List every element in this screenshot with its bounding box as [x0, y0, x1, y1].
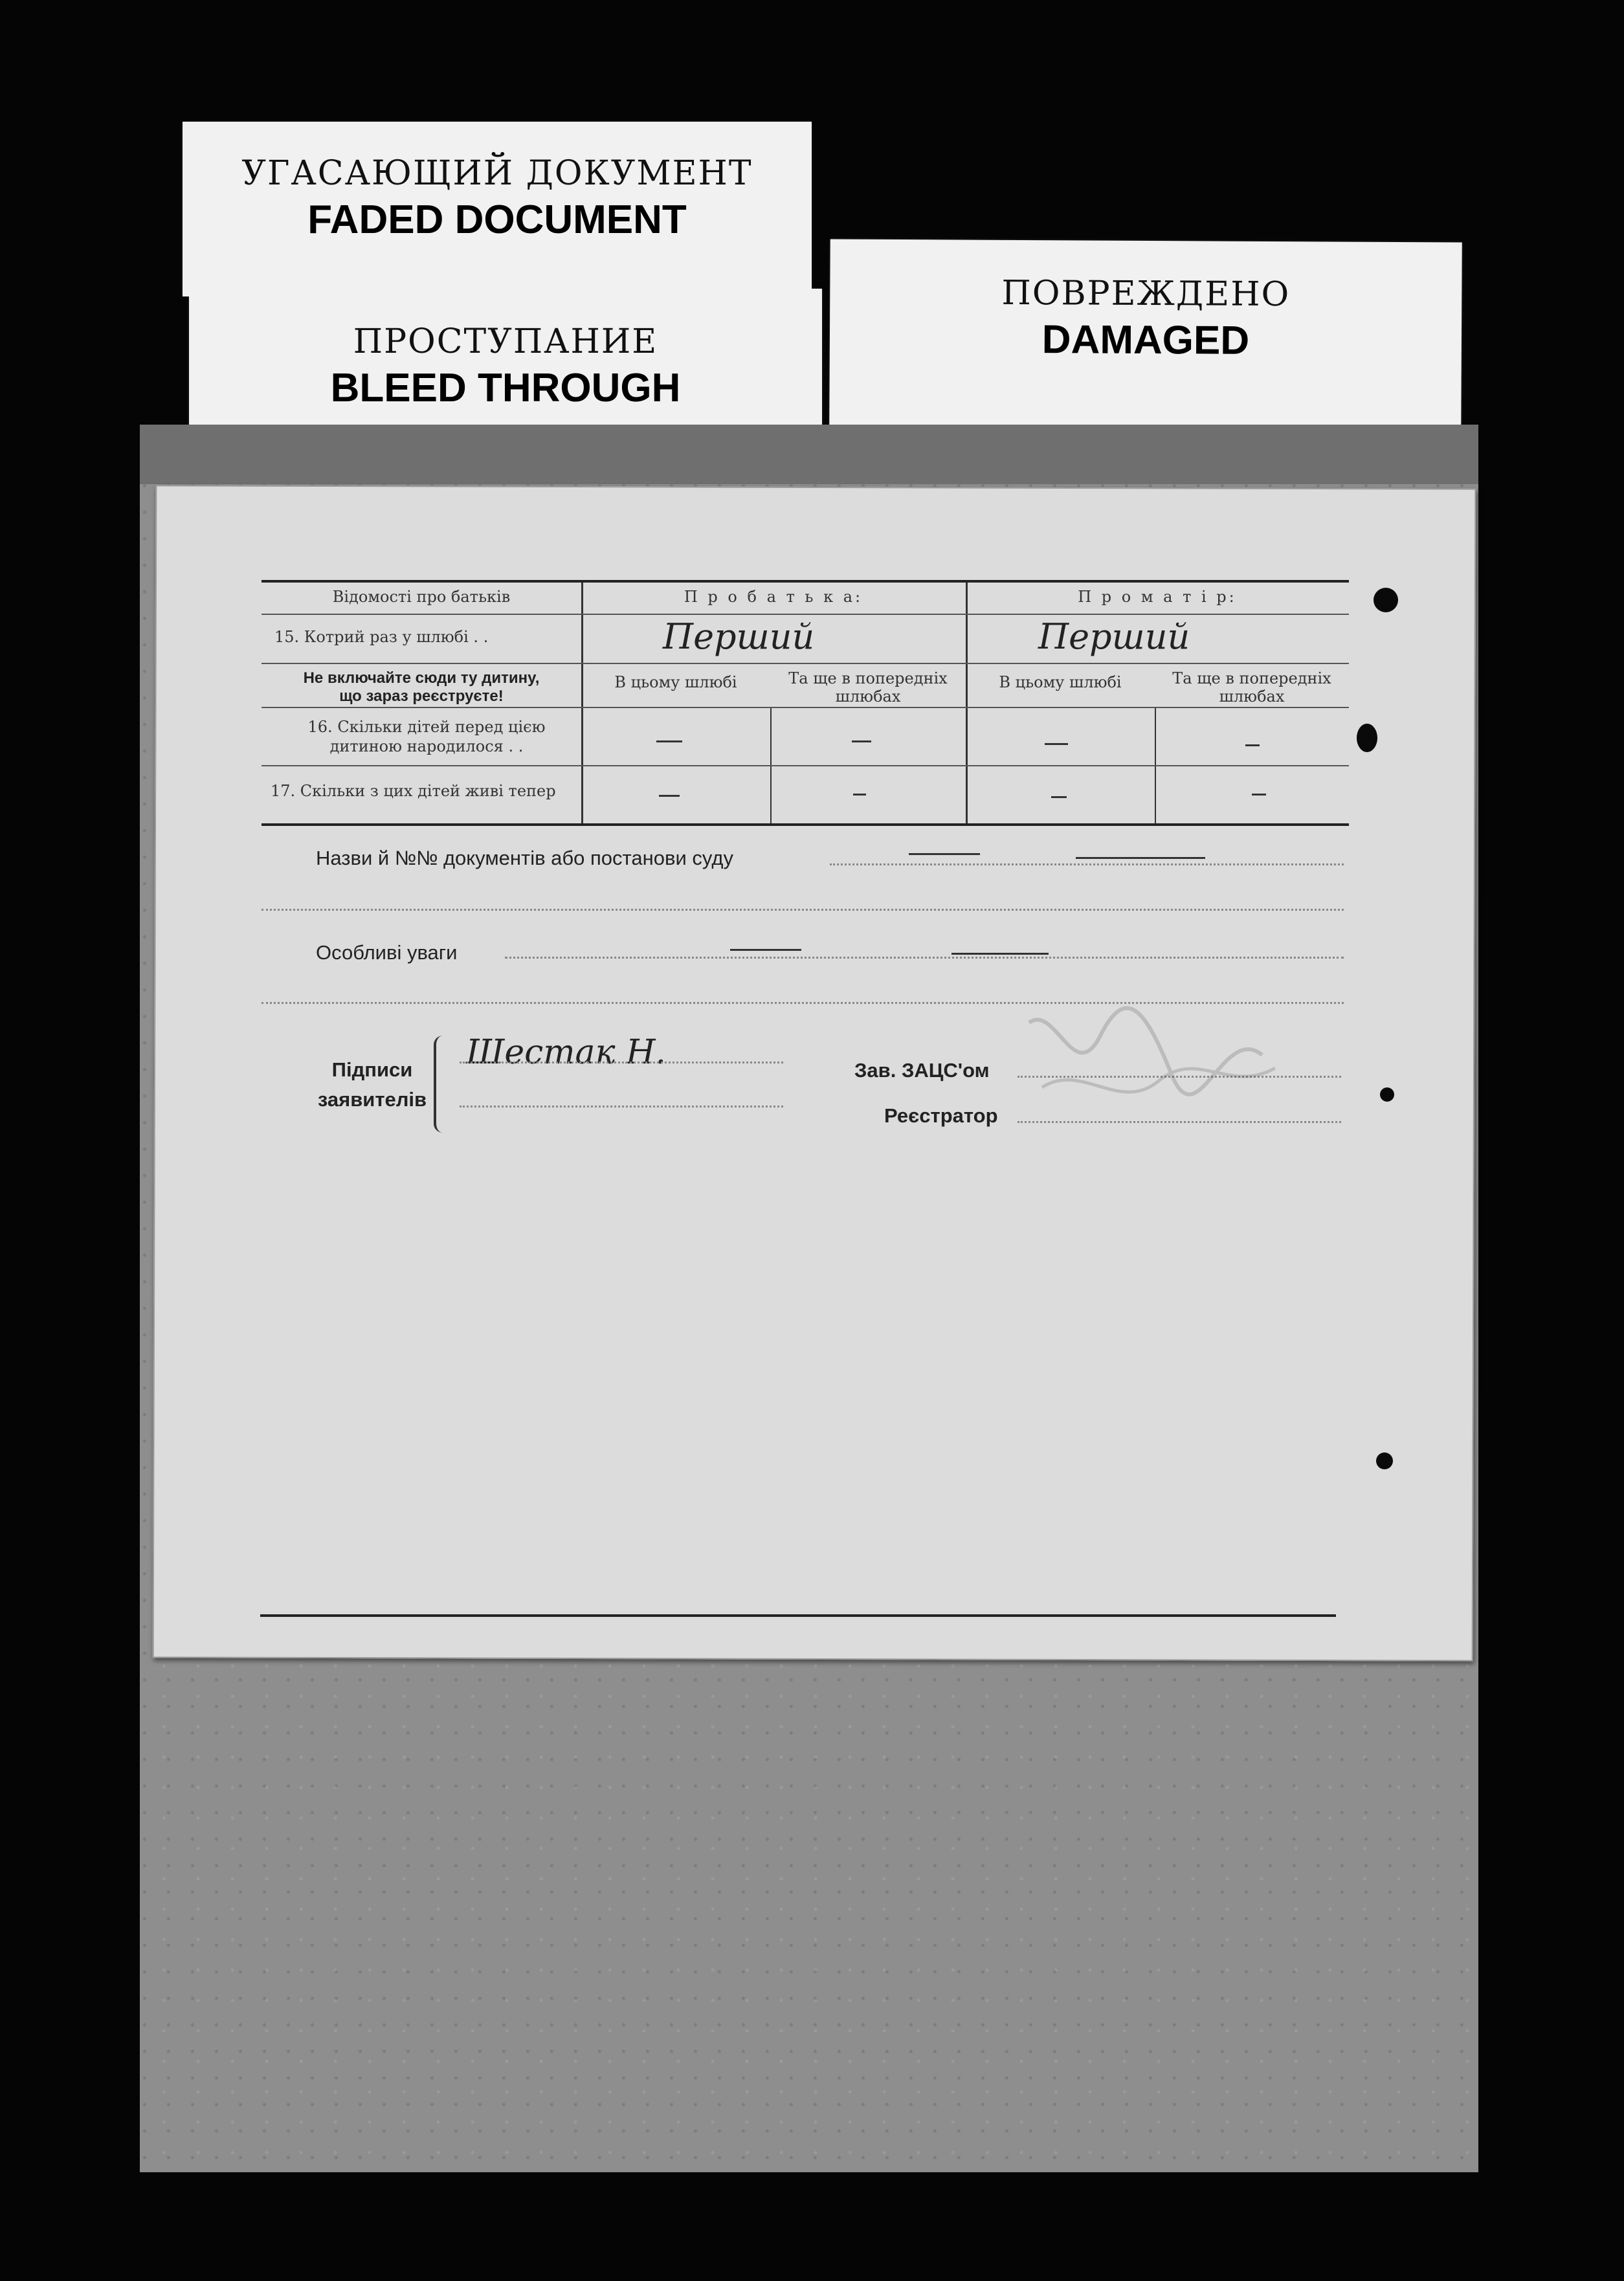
table-row-line — [261, 765, 1349, 766]
applicant-signatures-label-line2: заявителів — [317, 1088, 427, 1111]
special-notes-field-line — [505, 957, 1344, 959]
signature-brace — [434, 1036, 443, 1133]
documents-field-line — [830, 863, 1344, 865]
row16-father-prev-dash — [852, 740, 871, 742]
header-father: П р о б а т ь к а: — [684, 588, 863, 606]
row16-label-line1: 16. Скільки дітей перед цією — [307, 718, 546, 736]
damaged-label-ru: ПОВРЕЖДЕНО — [1001, 273, 1291, 315]
applicant-signatures-label — [317, 1055, 427, 1115]
row17-label: 17. Скільки з цих дітей живі тепер — [271, 782, 556, 800]
table-row-line — [261, 614, 1349, 615]
damaged-label-en: DAMAGED — [1041, 317, 1250, 363]
special-notes-dash — [730, 949, 801, 951]
exclude-note-line1: Не включайте сюди ту дитину, — [303, 669, 540, 687]
row17-mother-prev-dash — [1252, 794, 1266, 796]
bleed-label-ru: ПРОСТУПАНИЕ — [353, 322, 658, 361]
mother-current-marriage-header: В цьому шлюбі — [999, 673, 1122, 691]
header-parents-info: Відомості про батьків — [332, 588, 511, 606]
row16-label-line2: дитиною народилося . . — [329, 737, 524, 755]
exclude-note-line2: що зараз реєструєте! — [339, 687, 504, 705]
documents-label: Назви й №№ документів або постанови суду — [316, 847, 733, 869]
row15-label: 15. Котрий раз у шлюбі . . — [274, 628, 489, 646]
applicant-signature-line-2 — [460, 1106, 783, 1107]
form-bottom-rule — [260, 1614, 1336, 1617]
row16-father-current-dash — [656, 740, 682, 742]
applicant-signature-line-1 — [460, 1062, 783, 1063]
faded-label-en: FADED DOCUMENT — [307, 197, 687, 242]
cardboard-top-strip — [140, 425, 1478, 484]
special-notes-dash — [951, 953, 1049, 955]
row17-mother-current-dash — [1051, 796, 1067, 798]
documents-field-line-2 — [261, 909, 1344, 911]
faded-document-label — [183, 122, 812, 296]
documents-dash — [1076, 857, 1205, 859]
parents-info-table — [261, 580, 1349, 826]
applicant-signature: Шестак Н. — [466, 1033, 667, 1072]
mother-previous-marriages-header: Та ще в попередніх шлюбах — [1172, 669, 1331, 706]
faded-label-ru: УГАСАЮЩИЙ ДОКУМЕНТ — [241, 154, 753, 193]
punch-hole — [1380, 1087, 1394, 1102]
row15-father-value: Перший — [663, 616, 815, 657]
special-notes-label: Особливі уваги — [316, 941, 458, 964]
row16-label — [274, 717, 579, 756]
table-row-line — [261, 663, 1349, 664]
father-current-marriage-header: В цьому шлюбі — [614, 673, 737, 691]
table-row-line — [261, 707, 1349, 708]
row17-father-prev-dash — [853, 794, 866, 796]
table-divider — [581, 583, 583, 823]
header-mother: П р о м а т і р: — [1078, 588, 1237, 606]
row16-mother-current-dash — [1045, 743, 1068, 745]
father-previous-marriages-header: Та ще в попередніх шлюбах — [788, 669, 948, 706]
bleed-through-label — [189, 289, 822, 427]
documents-dash — [909, 853, 980, 855]
table-divider — [966, 583, 968, 823]
exclude-note — [261, 669, 581, 706]
row17-father-current-dash — [659, 795, 680, 797]
punch-hole — [1357, 724, 1377, 752]
row16-mother-prev-dash — [1245, 744, 1260, 746]
bleed-label-en: BLEED THROUGH — [330, 366, 681, 410]
bleed-through-stamp — [1016, 997, 1288, 1126]
registrar-label: Реєстратор — [884, 1104, 998, 1127]
punch-hole — [1374, 588, 1398, 612]
applicant-signatures-label-line1: Підписи — [331, 1058, 413, 1081]
registry-head-label: Зав. ЗАЦС'ом — [854, 1059, 990, 1082]
punch-hole — [1376, 1452, 1393, 1469]
row15-mother-value: Перший — [1038, 616, 1190, 657]
damaged-label — [829, 239, 1462, 428]
